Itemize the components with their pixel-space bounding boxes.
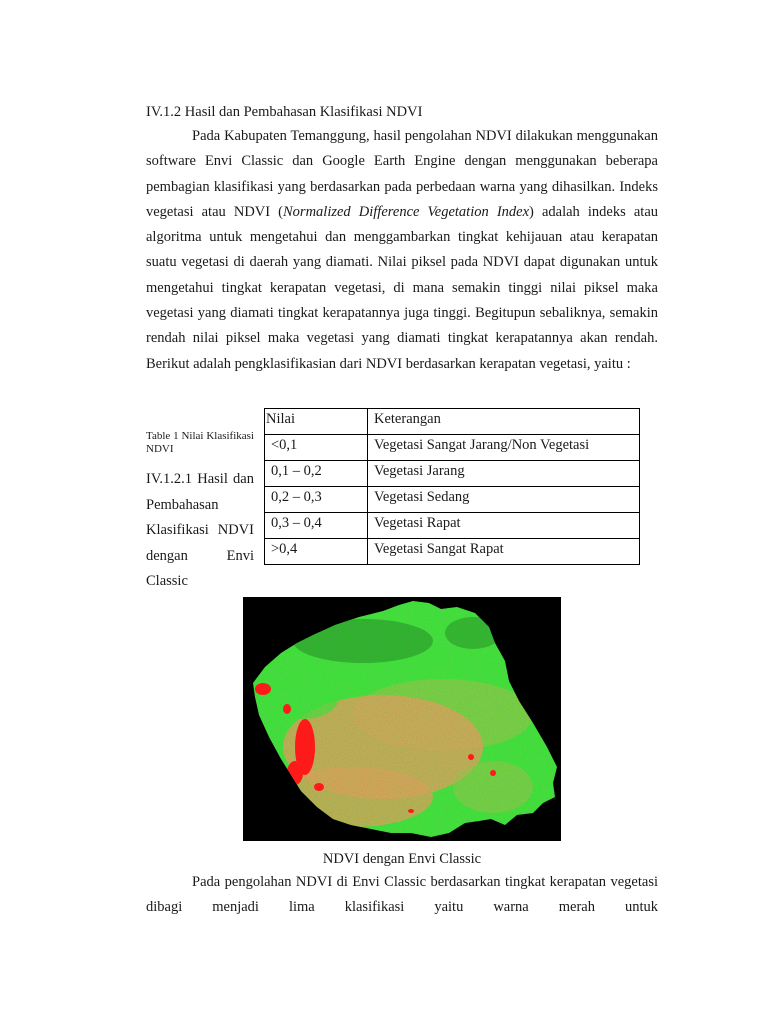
intro-text-end: ) adalah indeks atau algoritma untuk mengetahui dan menggambarkan tingkat kehijauan atau kerapatan suatu vegetasi di daerah yang diamati. Nilai piksel pada NDVI dapat digunakan untuk mengetahui tingkat kerapatan vegetasi, di mana semakin tinggi nilai piksel maka vegetasi yang diamati tingkat kerapatannya juga tinggi. Begitupun sebaliknya, semakin rendah nilai piksel maka vegetasi yang diamati tingkat kerapatannya akan rendah. Berikut adalah pengklasifikasian dari NDVI berdasarkan kerapatan vegetasi, yaitu : bbox=[146, 203, 659, 372]
table-cell-keterangan: Vegetasi Sedang bbox=[368, 487, 640, 513]
closing-paragraph bbox=[146, 870, 658, 921]
table-cell-keterangan: Vegetasi Jarang bbox=[368, 461, 640, 487]
table-cell-keterangan: Vegetasi Sangat Jarang/Non Vegetasi bbox=[368, 435, 640, 461]
ndvi-map-figure bbox=[243, 597, 561, 841]
table-cell-keterangan: Vegetasi Rapat bbox=[368, 513, 640, 539]
table-header-nilai: Nilai bbox=[265, 409, 368, 435]
table-cell-nilai: 0,3 – 0,4 bbox=[265, 513, 368, 539]
intro-text-start: Pada Kabupaten Temanggung, hasil pengolahan NDVI dilakukan menggunakan software Envi Classic dan Google Earth Engine dengan menggunakan beberapa pembagian klasifikasi yang berdasarkan pada perbedaan warna yang dihasilkan. Indeks vegetasi atau NDVI ( bbox=[146, 128, 658, 220]
non-vegetation-patch bbox=[283, 704, 291, 714]
figure-caption: NDVI dengan Envi Classic bbox=[322, 851, 482, 867]
table-cell-nilai: <0,1 bbox=[265, 435, 368, 461]
intro-paragraph bbox=[146, 124, 658, 377]
table-cell-nilai: >0,4 bbox=[265, 539, 368, 565]
table-row bbox=[265, 461, 640, 487]
section-heading: IV.1.2 Hasil dan Pembahasan Klasifikasi NDVI bbox=[146, 104, 423, 120]
ndvi-classification-table bbox=[264, 408, 640, 565]
table-row bbox=[265, 487, 640, 513]
non-vegetation-patch bbox=[255, 683, 271, 695]
table-caption: Table 1 Nilai Klasifikasi NDVI bbox=[146, 430, 254, 455]
table-row bbox=[265, 435, 640, 461]
table-row bbox=[265, 539, 640, 565]
ndvi-map bbox=[243, 597, 561, 841]
intro-emphasis: Normalized Difference Vegetation Index bbox=[283, 203, 530, 220]
table-header-keterangan: Keterangan bbox=[368, 409, 640, 435]
subsection-heading: IV.1.2.1 Hasil dan Pembahasan Klasifikasi NDVI dengan Envi Classic bbox=[146, 471, 254, 589]
non-vegetation-patch bbox=[468, 754, 474, 760]
table-row bbox=[265, 513, 640, 539]
non-vegetation-patch bbox=[408, 809, 414, 813]
non-vegetation-patch bbox=[490, 770, 496, 776]
closing-text: Pada pengolahan NDVI di Envi Classic berdasarkan tingkat kerapatan vegetasi dibagi menjadi lima klasifikasi yaitu warna merah untuk bbox=[146, 874, 658, 916]
table-cell-nilai: 0,2 – 0,3 bbox=[265, 487, 368, 513]
table-cell-keterangan: Vegetasi Sangat Rapat bbox=[368, 539, 640, 565]
table-header-row bbox=[265, 409, 640, 435]
table-cell-nilai: 0,1 – 0,2 bbox=[265, 461, 368, 487]
non-vegetation-patch bbox=[314, 783, 324, 791]
